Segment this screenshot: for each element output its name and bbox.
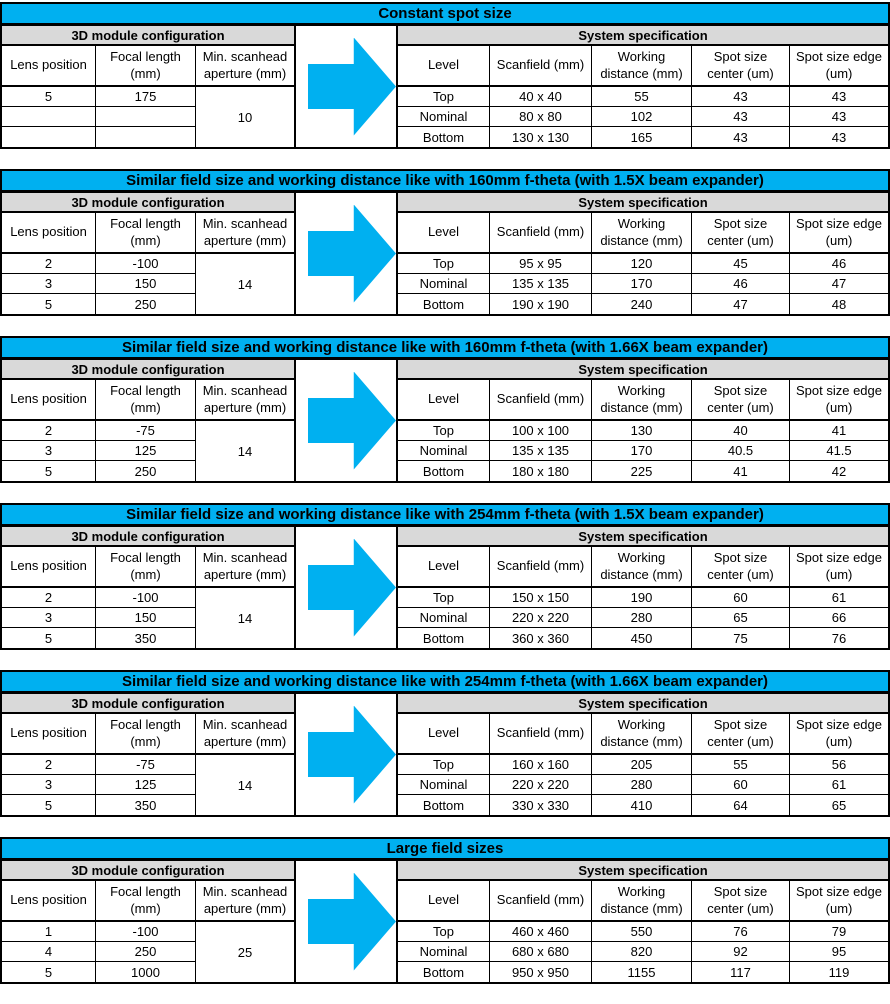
spec-table — [0, 503, 890, 650]
scanfield-cell: 330 x 330 — [490, 795, 592, 815]
spec-table — [0, 169, 890, 316]
working-distance-cell: 450 — [592, 628, 692, 648]
aperture-merged-cell: 14 — [196, 254, 296, 314]
scanfield-cell: 190 x 190 — [490, 294, 592, 314]
column-header-min-scanhead-aperture: Min. scanhead aperture (mm) — [196, 547, 296, 588]
column-header-level: Level — [398, 46, 490, 87]
table-title: Similar field size and working distance like with 254mm f-theta (with 1.66X beam expander) — [2, 672, 888, 694]
lens-position-cell: 4 — [2, 942, 96, 962]
arrow-cell — [296, 26, 398, 147]
focal-length-cell: 1000 — [96, 962, 196, 982]
spot-size-center-cell: 60 — [692, 775, 790, 795]
level-cell: Nominal — [398, 441, 490, 461]
column-header-lens-position: Lens position — [2, 213, 96, 254]
system-spec-header: System specification — [398, 694, 888, 714]
spot-size-edge-cell: 76 — [831, 630, 847, 646]
module-config-header: 3D module configuration — [2, 694, 296, 714]
spot-size-edge-cell: 79 — [790, 922, 888, 942]
scanfield-cell: 950 x 950 — [490, 962, 592, 982]
focal-length-cell: 350 — [96, 628, 196, 648]
focal-length-cell: -100 — [96, 922, 196, 942]
column-header-spot-size-edge: Spot size edge (um) — [790, 46, 888, 87]
focal-length-cell: 250 — [96, 461, 196, 481]
right-arrow-icon — [308, 38, 396, 136]
level-cell: Nominal — [398, 107, 490, 127]
working-distance-cell: 1155 — [592, 962, 692, 982]
column-header-spot-size-edge: Spot size edge (um) — [790, 881, 888, 922]
table-title: Similar field size and working distance like with 160mm f-theta (with 1.5X beam expander) — [2, 171, 888, 193]
right-arrow-icon — [308, 539, 396, 637]
arrow-cell — [296, 861, 398, 982]
spec-table — [0, 336, 890, 483]
spot-size-center-cell: 117 — [692, 962, 790, 982]
column-header-focal-length: Focal length (mm) — [96, 881, 196, 922]
arrow-cell — [296, 193, 398, 314]
level-cell: Bottom — [398, 795, 490, 815]
level-cell: Nominal — [398, 775, 490, 795]
working-distance-cell: 55 — [592, 87, 692, 107]
level-cell: Top — [398, 588, 490, 608]
right-arrow-icon — [308, 706, 396, 804]
column-header-working-distance: Working distance (mm) — [592, 547, 692, 588]
column-header-level: Level — [398, 547, 490, 588]
focal-length-cell: 125 — [96, 775, 196, 795]
focal-length-cell: -100 — [96, 254, 196, 274]
column-header-min-scanhead-aperture: Min. scanhead aperture (mm) — [196, 46, 296, 87]
column-header-min-scanhead-aperture: Min. scanhead aperture (mm) — [196, 714, 296, 755]
lens-position-cell: 2 — [2, 588, 96, 608]
module-config-header: 3D module configuration — [2, 527, 296, 547]
column-header-lens-position: Lens position — [2, 46, 96, 87]
level-cell: Top — [398, 421, 490, 441]
column-header-scanfield: Scanfield (mm) — [490, 213, 592, 254]
focal-length-cell: 175 — [96, 87, 196, 107]
system-spec-header: System specification — [398, 861, 888, 881]
focal-length-cell: 150 — [96, 274, 196, 294]
level-cell: Top — [398, 254, 490, 274]
scanfield-cell: 360 x 360 — [490, 628, 592, 648]
column-header-spot-size-center: Spot size center (um) — [692, 881, 790, 922]
column-header-spot-size-edge: Spot size edge (um) — [790, 380, 888, 421]
focal-length-cell: 250 — [96, 294, 196, 314]
column-header-working-distance: Working distance (mm) — [592, 213, 692, 254]
column-header-working-distance: Working distance (mm) — [592, 46, 692, 87]
arrow-cell — [296, 694, 398, 815]
lens-position-cell — [2, 107, 96, 127]
focal-length-cell — [96, 127, 196, 147]
right-arrow-icon — [308, 205, 396, 303]
spot-size-center-cell: 75 — [692, 628, 790, 648]
working-distance-cell: 190 — [592, 588, 692, 608]
spot-size-edge-cell: 46 — [790, 254, 888, 274]
scanfield-cell: 100 x 100 — [490, 421, 592, 441]
column-header-min-scanhead-aperture: Min. scanhead aperture (mm) — [196, 881, 296, 922]
spot-size-center-cell: 43 — [692, 87, 790, 107]
column-header-lens-position: Lens position — [2, 380, 96, 421]
scanfield-cell: 180 x 180 — [490, 461, 592, 481]
system-spec-header: System specification — [398, 26, 888, 46]
spec-table — [0, 837, 890, 984]
working-distance-cell: 170 — [592, 274, 692, 294]
scanfield-cell: 40 x 40 — [490, 87, 592, 107]
lens-position-cell: 5 — [2, 294, 96, 314]
spot-size-edge-cell: 66 — [790, 608, 888, 628]
spot-size-edge-cell: 41 — [790, 421, 888, 441]
focal-length-cell: -100 — [96, 588, 196, 608]
scanfield-cell: 680 x 680 — [490, 942, 592, 962]
working-distance-cell: 410 — [592, 795, 692, 815]
working-distance-cell: 170 — [592, 441, 692, 461]
aperture-merged-cell: 25 — [196, 922, 296, 982]
aperture-merged-cell: 14 — [196, 755, 296, 815]
focal-length-cell: -75 — [96, 755, 196, 775]
spot-size-center-cell: 43 — [692, 107, 790, 127]
lens-position-cell: 2 — [2, 254, 96, 274]
column-header-level: Level — [398, 213, 490, 254]
spot-size-center-cell: 45 — [692, 254, 790, 274]
column-header-spot-size-center: Spot size center (um) — [692, 714, 790, 755]
column-header-spot-size-center: Spot size center (um) — [692, 213, 790, 254]
spot-size-center-cell: 47 — [692, 294, 790, 314]
spot-size-edge-cell: 65 — [831, 797, 847, 813]
spot-size-edge-cell: 61 — [790, 775, 888, 795]
column-header-working-distance: Working distance (mm) — [592, 881, 692, 922]
aperture-merged-cell: 14 — [196, 421, 296, 481]
scanfield-cell: 220 x 220 — [490, 608, 592, 628]
column-header-spot-size-edge: Spot size edge (um) — [790, 714, 888, 755]
spot-size-center-cell: 46 — [692, 274, 790, 294]
lens-position-cell: 3 — [2, 775, 96, 795]
level-cell: Bottom — [398, 962, 490, 982]
spot-size-center-cell: 55 — [692, 755, 790, 775]
right-arrow-icon — [308, 372, 396, 470]
focal-length-cell: 125 — [96, 441, 196, 461]
column-header-focal-length: Focal length (mm) — [96, 714, 196, 755]
lens-position-cell: 5 — [2, 628, 96, 648]
module-config-header: 3D module configuration — [2, 360, 296, 380]
column-header-scanfield: Scanfield (mm) — [490, 380, 592, 421]
spot-size-edge-cell: 61 — [790, 588, 888, 608]
working-distance-cell: 120 — [592, 254, 692, 274]
column-header-spot-size-edge: Spot size edge (um) — [790, 547, 888, 588]
system-spec-header: System specification — [398, 360, 888, 380]
arrow-cell — [296, 527, 398, 648]
level-cell: Nominal — [398, 942, 490, 962]
lens-position-cell: 2 — [2, 421, 96, 441]
column-header-lens-position: Lens position — [2, 881, 96, 922]
focal-length-cell: 150 — [96, 608, 196, 628]
column-header-spot-size-center: Spot size center (um) — [692, 46, 790, 87]
focal-length-cell: -75 — [96, 421, 196, 441]
level-cell: Top — [398, 87, 490, 107]
column-header-working-distance: Working distance (mm) — [592, 714, 692, 755]
column-header-min-scanhead-aperture: Min. scanhead aperture (mm) — [196, 380, 296, 421]
lens-position-cell: 3 — [2, 441, 96, 461]
working-distance-cell: 205 — [592, 755, 692, 775]
spot-size-edge-cell: 41.5 — [790, 441, 888, 461]
table-title: Constant spot size — [2, 4, 888, 26]
lens-position-cell: 1 — [2, 922, 96, 942]
spot-size-center-cell: 76 — [692, 922, 790, 942]
module-config-header: 3D module configuration — [2, 26, 296, 46]
spot-size-center-cell: 65 — [692, 608, 790, 628]
column-header-min-scanhead-aperture: Min. scanhead aperture (mm) — [196, 213, 296, 254]
column-header-level: Level — [398, 380, 490, 421]
scanfield-cell: 150 x 150 — [490, 588, 592, 608]
level-cell: Bottom — [398, 461, 490, 481]
level-cell: Nominal — [398, 608, 490, 628]
aperture-merged-cell: 14 — [196, 588, 296, 648]
scanfield-cell: 160 x 160 — [490, 755, 592, 775]
column-header-focal-length: Focal length (mm) — [96, 547, 196, 588]
level-cell: Bottom — [398, 294, 490, 314]
scanfield-cell: 95 x 95 — [490, 254, 592, 274]
column-header-level: Level — [398, 881, 490, 922]
module-config-header: 3D module configuration — [2, 193, 296, 213]
level-cell: Top — [398, 922, 490, 942]
column-header-lens-position: Lens position — [2, 547, 96, 588]
scanfield-cell: 220 x 220 — [490, 775, 592, 795]
working-distance-cell: 280 — [592, 775, 692, 795]
column-header-focal-length: Focal length (mm) — [96, 380, 196, 421]
working-distance-cell: 820 — [592, 942, 692, 962]
spot-size-center-cell: 64 — [692, 795, 790, 815]
table-title: Similar field size and working distance like with 254mm f-theta (with 1.5X beam expander) — [2, 505, 888, 527]
arrow-cell — [296, 360, 398, 481]
table-title: Similar field size and working distance like with 160mm f-theta (with 1.66X beam expander) — [2, 338, 888, 360]
spot-size-center-cell: 60 — [692, 588, 790, 608]
focal-length-cell: 350 — [96, 795, 196, 815]
scanfield-cell: 130 x 130 — [490, 127, 592, 147]
spot-size-edge-cell: 42 — [831, 463, 847, 479]
scanfield-cell: 135 x 135 — [490, 274, 592, 294]
focal-length-cell: 250 — [96, 942, 196, 962]
column-header-focal-length: Focal length (mm) — [96, 213, 196, 254]
right-arrow-icon — [308, 873, 396, 971]
lens-position-cell — [2, 127, 96, 147]
working-distance-cell: 130 — [592, 421, 692, 441]
column-header-scanfield: Scanfield (mm) — [490, 714, 592, 755]
lens-position-cell: 5 — [2, 461, 96, 481]
column-header-level: Level — [398, 714, 490, 755]
spot-size-center-cell: 43 — [692, 127, 790, 147]
spot-size-center-cell: 40 — [692, 421, 790, 441]
working-distance-cell: 102 — [592, 107, 692, 127]
level-cell: Top — [398, 755, 490, 775]
column-header-spot-size-center: Spot size center (um) — [692, 380, 790, 421]
lens-position-cell: 3 — [2, 608, 96, 628]
table-title: Large field sizes — [2, 839, 888, 861]
spot-size-edge-cell: 43 — [790, 107, 888, 127]
column-header-spot-size-center: Spot size center (um) — [692, 547, 790, 588]
column-header-scanfield: Scanfield (mm) — [490, 881, 592, 922]
column-header-scanfield: Scanfield (mm) — [490, 46, 592, 87]
spot-size-edge-cell: 47 — [790, 274, 888, 294]
spec-table — [0, 2, 890, 149]
working-distance-cell: 550 — [592, 922, 692, 942]
working-distance-cell: 240 — [592, 294, 692, 314]
lens-position-cell: 5 — [2, 962, 96, 982]
scanfield-cell: 135 x 135 — [490, 441, 592, 461]
working-distance-cell: 225 — [592, 461, 692, 481]
lens-position-cell: 3 — [2, 274, 96, 294]
spot-size-center-cell: 41 — [692, 461, 790, 481]
working-distance-cell: 280 — [592, 608, 692, 628]
spot-size-center-cell: 92 — [692, 942, 790, 962]
scanfield-cell: 80 x 80 — [490, 107, 592, 127]
spot-size-edge-cell: 95 — [790, 942, 888, 962]
spot-size-edge-cell: 56 — [790, 755, 888, 775]
level-cell: Bottom — [398, 628, 490, 648]
spot-size-edge-cell: 48 — [831, 296, 847, 312]
column-header-scanfield: Scanfield (mm) — [490, 547, 592, 588]
column-header-working-distance: Working distance (mm) — [592, 380, 692, 421]
focal-length-cell — [96, 107, 196, 127]
lens-position-cell: 5 — [2, 795, 96, 815]
level-cell: Nominal — [398, 274, 490, 294]
level-cell: Bottom — [398, 127, 490, 147]
column-header-focal-length: Focal length (mm) — [96, 46, 196, 87]
spec-tables — [0, 2, 890, 984]
spot-size-edge-cell: 43 — [831, 129, 847, 145]
working-distance-cell: 165 — [592, 127, 692, 147]
module-config-header: 3D module configuration — [2, 861, 296, 881]
aperture-merged-cell: 10 — [196, 87, 296, 147]
lens-position-cell: 2 — [2, 755, 96, 775]
spot-size-edge-cell: 119 — [828, 964, 850, 980]
spec-table — [0, 670, 890, 817]
column-header-spot-size-edge: Spot size edge (um) — [790, 213, 888, 254]
scanfield-cell: 460 x 460 — [490, 922, 592, 942]
spot-size-edge-cell: 43 — [790, 87, 888, 107]
spot-size-center-cell: 40.5 — [692, 441, 790, 461]
system-spec-header: System specification — [398, 527, 888, 547]
system-spec-header: System specification — [398, 193, 888, 213]
column-header-lens-position: Lens position — [2, 714, 96, 755]
lens-position-cell: 5 — [2, 87, 96, 107]
